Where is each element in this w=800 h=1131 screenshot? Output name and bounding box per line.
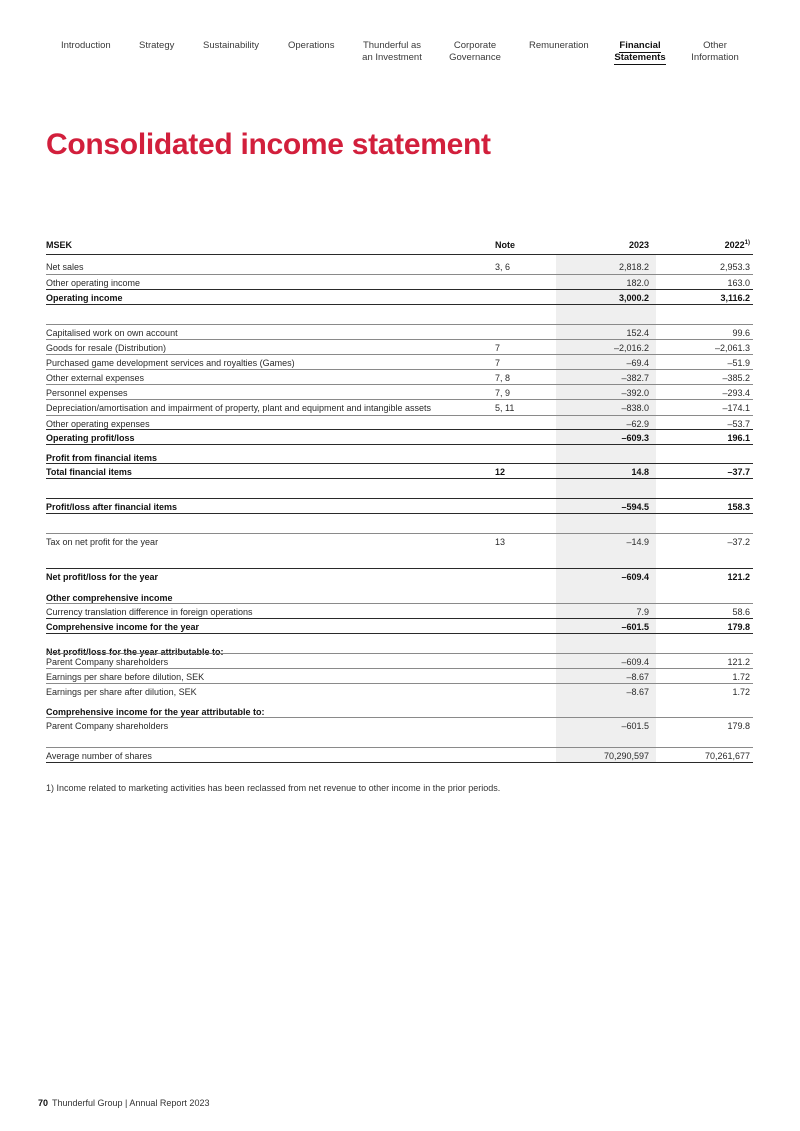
nav-other-information[interactable]: Other Information <box>691 40 739 63</box>
row-value-2022: –53.7 <box>727 419 750 429</box>
row-value-2023: –392.0 <box>621 388 649 398</box>
page-number: 70 <box>38 1098 49 1108</box>
row-label: Net profit/loss for the year attributable to: <box>46 647 224 657</box>
table-row <box>46 289 753 305</box>
row-value-2022: 179.8 <box>727 622 750 632</box>
row-label: Comprehensive income for the year <box>46 622 200 632</box>
table-row <box>46 590 753 604</box>
row-value-2023: 70,290,597 <box>603 751 649 761</box>
row-label: Total financial items <box>46 467 132 477</box>
row-value-2023: –609.3 <box>621 433 649 443</box>
table-row <box>46 324 753 339</box>
footer-text: Thunderful Group | Annual Report 2023 <box>52 1098 210 1108</box>
page-footer <box>38 1098 209 1108</box>
row-note: 7, 8 <box>495 373 511 383</box>
row-label: Parent Company shareholders <box>46 657 169 667</box>
table-row <box>46 717 753 732</box>
row-label: Other external expenses <box>46 373 145 383</box>
nav-financial-statements-label: Financial Statements <box>614 40 666 63</box>
row-value-2022: –385.2 <box>722 373 750 383</box>
row-note: 7 <box>495 343 501 353</box>
table-row <box>46 568 753 583</box>
row-note: 7, 9 <box>495 388 511 398</box>
row-label: Purchased game development services and royalties (Games) <box>46 358 295 368</box>
table-row <box>46 747 753 763</box>
table-row <box>46 533 753 548</box>
row-value-2023: 182.0 <box>626 278 649 288</box>
nav-strategy[interactable]: Strategy <box>139 40 175 51</box>
row-value-2023: 2,818.2 <box>618 262 649 272</box>
row-value-2023: –594.5 <box>621 502 649 512</box>
row-label: Goods for resale (Distribution) <box>46 343 167 353</box>
row-label: Profit from financial items <box>46 453 158 463</box>
row-note: 13 <box>495 537 506 547</box>
row-value-2023: –601.5 <box>621 622 649 632</box>
row-value-2023: –8.67 <box>626 687 649 697</box>
table-row <box>46 618 753 634</box>
row-label: Average number of shares <box>46 751 152 761</box>
table-row <box>46 668 753 683</box>
row-label: Parent Company shareholders <box>46 721 169 731</box>
header-2022-year: 2022 <box>724 240 745 250</box>
header-note: Note <box>495 240 515 250</box>
row-value-2023: –14.9 <box>626 537 649 547</box>
row-value-2022: 158.3 <box>727 502 750 512</box>
row-value-2022: –2,061.3 <box>714 343 750 353</box>
table-row <box>46 339 753 354</box>
row-label: Tax on net profit for the year <box>46 537 159 547</box>
row-label: Depreciation/amortisation and impairment of property, plant and equipment and intangible assets <box>46 403 432 413</box>
row-value-2022: 196.1 <box>727 433 750 443</box>
row-value-2022: –174.1 <box>722 403 750 413</box>
row-value-2022: –293.4 <box>722 388 750 398</box>
row-label: Other operating income <box>46 278 141 288</box>
table-row <box>46 603 753 618</box>
row-value-2022: –37.2 <box>727 537 750 547</box>
nav-operations[interactable]: Operations <box>288 40 335 51</box>
row-label: Earnings per share after dilution, SEK <box>46 687 197 697</box>
row-value-2022: –51.9 <box>727 358 750 368</box>
table-row <box>46 399 753 414</box>
row-value-2023: –8.67 <box>626 672 649 682</box>
row-label: Other operating expenses <box>46 419 150 429</box>
row-value-2023: –62.9 <box>626 419 649 429</box>
table-row <box>46 429 753 445</box>
row-label: Personnel expenses <box>46 388 128 398</box>
nav-financial-statements[interactable] <box>609 40 671 64</box>
table-row <box>46 274 753 289</box>
row-note: 3, 6 <box>495 262 511 272</box>
table-row <box>46 683 753 698</box>
row-value-2023: –609.4 <box>621 657 649 667</box>
row-value-2023: –2,016.2 <box>613 343 649 353</box>
row-label: Operating profit/loss <box>46 433 135 443</box>
header-msek: MSEK <box>46 240 73 250</box>
row-value-2023: –69.4 <box>626 358 649 368</box>
row-value-2022: 1.72 <box>732 687 750 697</box>
row-value-2022: 3,116.2 <box>720 293 750 303</box>
table-row <box>46 415 753 430</box>
nav-remuneration[interactable]: Remuneration <box>529 40 589 51</box>
row-value-2023: 7.9 <box>636 607 649 617</box>
row-label: Earnings per share before dilution, SEK <box>46 672 205 682</box>
row-value-2022: 99.6 <box>732 328 750 338</box>
table-header <box>46 240 753 255</box>
row-value-2023: 14.8 <box>631 467 649 477</box>
nav-sustainability[interactable]: Sustainability <box>203 40 259 51</box>
row-note: 7 <box>495 358 501 368</box>
footnote: 1) Income related to marketing activities has been reclassed from net revenue to other income in the prior periods. <box>46 783 501 793</box>
row-note: 5, 11 <box>495 403 515 413</box>
row-value-2022: 1.72 <box>732 672 750 682</box>
row-label: Operating income <box>46 293 123 303</box>
table-row <box>46 354 753 369</box>
table-row <box>46 463 753 479</box>
table-row <box>46 704 753 718</box>
page-title: Consolidated income statement <box>46 128 491 161</box>
row-value-2022: 121.2 <box>727 657 750 667</box>
row-value-2023: 3,000.2 <box>618 293 649 303</box>
header-2023: 2023 <box>628 240 649 250</box>
row-value-2022: 163.0 <box>727 278 750 288</box>
row-label: Comprehensive income for the year attributable to: <box>46 707 265 717</box>
row-label: Currency translation difference in foreign operations <box>46 607 253 617</box>
row-value-2022: 179.8 <box>727 721 750 731</box>
row-value-2023: –609.4 <box>621 572 649 582</box>
row-label: Net sales <box>46 262 84 272</box>
table-row <box>46 259 753 273</box>
row-value-2022: –37.7 <box>727 467 750 477</box>
row-note: 12 <box>495 467 506 477</box>
header-2022 <box>725 240 750 250</box>
row-value-2022: 2,953.3 <box>719 262 750 272</box>
row-value-2022: 58.6 <box>732 607 750 617</box>
nav-corporate-governance[interactable]: Corporate Governance <box>449 40 501 63</box>
row-label: Profit/loss after financial items <box>46 502 178 512</box>
table-row <box>46 384 753 399</box>
row-value-2023: 152.4 <box>626 328 649 338</box>
row-value-2023: –382.7 <box>621 373 649 383</box>
row-label: Net profit/loss for the year <box>46 572 159 582</box>
table-row <box>46 369 753 384</box>
income-statement-table <box>46 240 753 761</box>
row-value-2022: 121.2 <box>727 572 750 582</box>
row-label: Other comprehensive income <box>46 593 173 603</box>
row-value-2022: 70,261,677 <box>704 751 750 761</box>
top-navigation <box>0 40 800 70</box>
nav-introduction[interactable]: Introduction <box>61 40 111 51</box>
nav-thunderful-investment[interactable]: Thunderful as an Investment <box>362 40 422 63</box>
row-value-2023: –601.5 <box>621 721 649 731</box>
table-row <box>46 653 753 668</box>
table-row <box>46 450 753 464</box>
row-value-2023: –838.0 <box>621 403 649 413</box>
table-row <box>46 498 753 514</box>
header-2022-footnote-ref: 1) <box>744 240 750 246</box>
row-label: Capitalised work on own account <box>46 328 178 338</box>
